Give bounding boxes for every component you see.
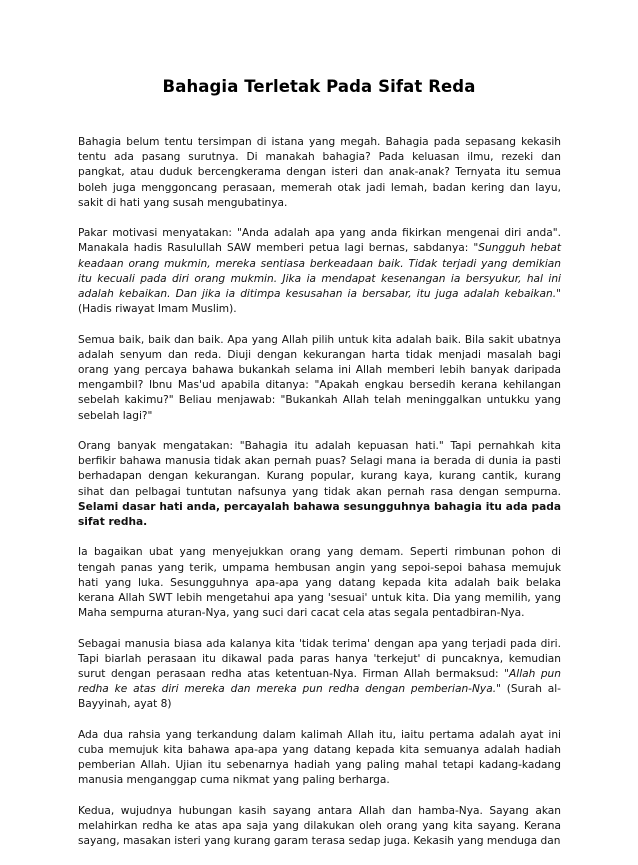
- paragraph-2: [78, 226, 561, 317]
- paragraph-4-text: Orang banyak mengatakan: "Bahagia itu adalah kepuasan hati." Tapi pernahkah kita berfikir bahawa manusia tidak akan pernah puas? Selagi mana ia berada di dunia ia pasti berhadapan dengan kekurangan. Kurang popular, kurang kaya, kurang cantik, kurang sihat dan pelbagai tuntutan nafsunya yang tidak akan pernah rasa dengan sempurna.: [78, 440, 561, 498]
- paragraph-4: [78, 439, 561, 530]
- document-title: Bahagia Terletak Pada Sifat Reda: [162, 77, 476, 96]
- paragraph-2-text-b: (Hadis riwayat Imam Muslim).: [78, 303, 237, 316]
- paragraph-3: Semua baik, baik dan baik. Apa yang Allah pilih untuk kita adalah baik. Bila sakit ubatnya adalah senyum dan reda. Diuji dengan kekurangan harta tidak menjadi masalah bagi orang yang percaya bahawa bukankah selama ini Allah memberi lebih banyak daripada mengambil? Ibnu Mas'ud apabila ditanya: "Apakah engkau bersedih kerana kehilangan sebelah kakimu?" Beliau menjawab: "Bukankah Allah telah meninggalkan untukku yang sebelah lagi?": [78, 333, 561, 422]
- document-body: [78, 135, 561, 865]
- paragraph-2-text-a: Pakar motivasi menyatakan: "Anda adalah apa yang anda fikirkan mengenai diri anda". Manakala hadis Rasulullah SAW memberi petua lagi bernas, sabdanya: ": [78, 227, 561, 255]
- quran-quote: Allah pun redha ke atas diri mereka dan mereka pun redha dengan pemberian-Nya.: [78, 668, 561, 696]
- paragraph-6: [78, 637, 561, 713]
- paragraph-1: Bahagia belum tentu tersimpan di istana yang megah. Bahagia pada sepasang kekasih tentu ada pasang surutnya. Di manakah bahagia? Pada keluasan ilmu, rezeki dan pangkat, atau duduk bercengkerama dengan isteri dan anak-anak? Ternyata itu semua boleh juga menggoncang perasaan, memerah otak jadi lemah, badan kering dan layu, sakit di hati yang susah mengubatinya.: [78, 136, 561, 209]
- hadith-quote: Sungguh hebat keadaan orang mukmin, mereka sentiasa berkeadaan baik. Tidak terjadi yang demikian itu kecuali pada diri orang mukmin. Jika ia mendapat kesenangan ia bersyukur, hal ini adalah kebaikan. Dan jika ia ditimpa kesusahan ia bersabar, itu juga adalah kebaikan.": [78, 242, 562, 301]
- paragraph-6-text-a: Sebagai manusia biasa ada kalanya kita 'tidak terima' dengan apa yang terjadi pada diri. Tapi biarlah perasaan itu dikawal pada paras hanya 'terkejut' di puncaknya, kemudian surut dengan perasaan redha atas ketentuan-Nya. Firman Allah bermaksud: ": [78, 637, 561, 681]
- paragraph-5: Ia bagaikan ubat yang menyejukkan orang yang demam. Seperti rimbunan pohon di tengah panas yang terik, umpama hembusan angin yang sepoi-sepoi bahasa memujuk hati yang luka. Sesungguhnya apa-apa yang datang kepada kita adalah baik belaka kerana Allah SWT lebih mengetahui apa yang 'sesuai' untuk kita. Dia yang memilih, yang Maha sempurna aturan-Nya, yang suci dari cacat cela atas segala pentadbiran-Nya.: [78, 546, 561, 620]
- paragraph-6-text-b: " (Surah al-Bayyinah, ayat 8): [78, 683, 561, 711]
- paragraph-7: Ada dua rahsia yang terkandung dalam kalimah Allah itu, iaitu pertama adalah ayat ini cuba memujuk kita bahawa apa-apa yang datang kepada kita semuanya adalah hadiah pemberian Allah. Ujian itu sebenarnya hadiah yang paling mahal tetapi kadang-kadang manusia menganggap cuma nikmat yang paling berharga.: [78, 728, 561, 787]
- paragraph-8: Kedua, wujudnya hubungan kasih sayang antara Allah dan hamba-Nya. Sayang akan melahirkan redha ke atas apa saja yang dilakukan oleh orang yang kita sayang. Kerana sayang, masakan isteri yang kurang garam terasa sedap juga. Kekasih yang menduga dan: [78, 804, 561, 848]
- emphasis-statement: Selami dasar hati anda, percayalah bahawa sesungguhnya bahagia itu ada pada sifat redha.: [78, 500, 561, 529]
